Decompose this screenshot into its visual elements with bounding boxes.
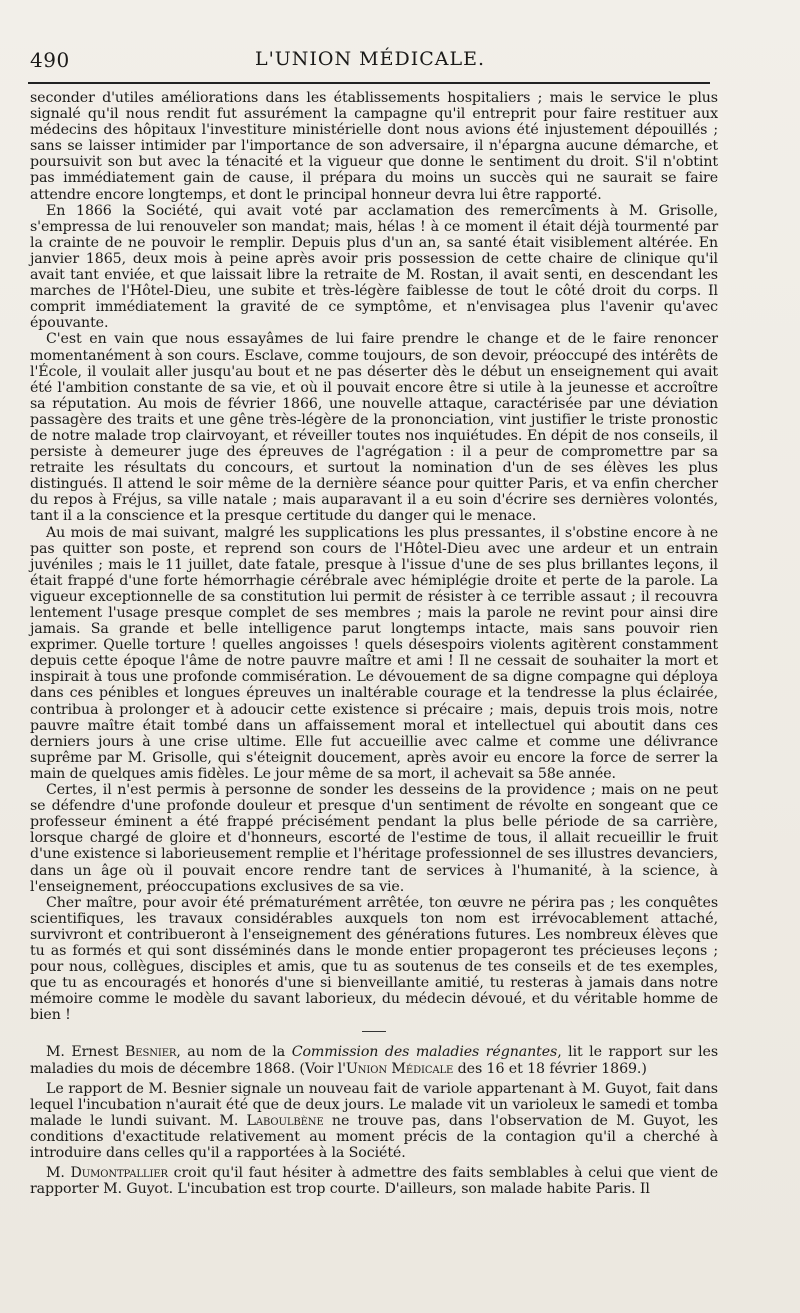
- report-paragraph: [30, 1044, 718, 1076]
- report-text: , au nom de la: [176, 1044, 292, 1061]
- page-number: 490: [30, 48, 70, 72]
- document-body: [30, 90, 718, 1197]
- author-name: Besnier: [124, 1044, 177, 1061]
- author-name: Laboulbène: [246, 1112, 324, 1129]
- report-paragraph: [30, 1165, 718, 1197]
- header-rule: [28, 82, 710, 84]
- journal-reference: Union Médicale: [345, 1060, 454, 1077]
- report-text: M. Ernest: [46, 1044, 125, 1061]
- report-text: , lit le rapport sur les maladies du mois de décembre 1868. (Voir l': [30, 1044, 719, 1077]
- journal-title: L'UNION MÉDICALE.: [254, 48, 486, 70]
- page-header: [30, 44, 710, 76]
- report-text: M.: [46, 1165, 71, 1182]
- report-paragraph: [30, 1081, 718, 1161]
- paragraph: En 1866 la Société, qui avait voté par acclamation des remercîments à M. Grisolle, s'empressa de lui renouveler son mandat; mais, hélas ! à ce moment il était déjà tourmenté par la crainte de ne pouvoir le remplir. Depuis plus d'un an, sa santé était visiblement altérée. En janvier 1865, deux mois à peine après avoir pris possession de cette chaire de clinique qu'il avait tant enviée, et que laissait libre la retraite de M. Rostan, il avait senti, en descendant les marches de l'Hôtel-Dieu, une subite et très-légère faiblesse de tout le côté droit du corps. Il comprit immédiatement la gravité de ce symptôme, et n'envisagea plus l'avenir qu'avec épouvante.: [30, 202, 718, 332]
- report-text: Le rapport de M. Besnier signale un nouveau fait de variole appartenant à M. Guyot, fait dans lequel l'incubation n'aurait été que de deux jours. Le malade vit un varioleux le samedi et tomba malade le lundi suivant. M.: [30, 1080, 718, 1129]
- commission-name: Commission des maladies régnantes: [291, 1044, 558, 1061]
- section-divider: [362, 1031, 386, 1032]
- paragraph: Cher maître, pour avoir été prématurément arrêtée, ton œuvre ne périra pas ; les conquêtes scientifiques, les travaux considérables auxquels ton nom est irrévocablement attaché, survivront et contribueront à l'enseignement des générations futures. Les nombreux élèves que tu as formés et qui sont disséminés dans le monde entier propageront tes précieuses leçons ; pour nous, collègues, disciples et amis, que tu as soutenus de tes conseils et de tes exemples, que tu as encouragés et honorés d'une si bienveillante amitié, tu resteras à jamais dans notre mémoire comme le modèle du savant laborieux, du médecin dévoué, et du véritable homme de bien !: [30, 894, 718, 1024]
- paragraph: C'est en vain que nous essayâmes de lui faire prendre le change et de le faire renoncer momentanément à son cours. Esclave, comme toujours, de son devoir, préoccupé des intérêts de l'École, il voulait aller jusqu'au bout et ne pas déserter dès le début un enseignement qui avait été l'ambition constante de sa vie, et où il pouvait encore être si utile à la jeunesse et accroître sa réputation. Au mois de février 1866, une nouvelle attaque, caractérisée par une déviation passagère des traits et une gêne très-légère de la prononciation, vint justifier le triste pronostic de notre malade trop clairvoyant, et réveiller toutes nos inquiétudes. En dépit de nos conseils, il persiste à demeurer juge des épreuves de l'agrégation : il a peur de compromettre par sa retraite les résultats du concours, et surtout la nomination d'un de ses élèves les plus distingués. Il attend le soir même de la dernière séance pour quitter Paris, et va enfin chercher du repos à Fréjus, sa ville natale ; mais auparavant il a eu soin d'écrire ses dernières volontés, tant il a la conscience et la presque certitude du danger qui le menace.: [30, 331, 718, 525]
- report-text: ne trouve pas, dans l'observation de M. Guyot, les conditions d'exactitude relativement au moment précis de la contagion qu'il a cherché à introduire dans celles qu'il a rapportées à la Société.: [30, 1112, 718, 1161]
- report-text: des 16 et 18 février 1869.): [453, 1060, 647, 1077]
- paragraph: Certes, il n'est permis à personne de sonder les desseins de la providence ; mais on ne peut se défendre d'une profonde douleur et presque d'un sentiment de révolte en songeant que ce professeur éminent a été frappé précisément pendant la plus belle période de sa carrière, lorsque chargé de gloire et d'honneurs, escorté de l'estime de tous, il allait recueillir le fruit d'une existence si laborieusement remplie et l'héritage professionnel de ses illustres devanciers, dans un âge où il pouvait encore rendre tant de services à l'humanité, à la science, à l'enseignement, préoccupations exclusives de sa vie.: [30, 782, 718, 895]
- paragraph: Au mois de mai suivant, malgré les supplications les plus pressantes, il s'obstine encore à ne pas quitter son poste, et reprend son cours de l'Hôtel-Dieu avec une ardeur et un entrain juvéniles ; mais le 11 juillet, date fatale, presque à l'issue d'une de ses plus brillantes leçons, il était frappé d'une forte hémorrhagie cérébrale avec hémiplégie droite et perte de la parole. La vigueur exceptionnelle de sa constitution lui permit de résister à ce terrible assaut ; il recouvra lentement l'usage presque complet de ses membres ; mais la parole ne revint pour ainsi dire jamais. Sa grande et belle intelligence parut longtemps intacte, mais sans pouvoir rien exprimer. Quelle torture ! quelles angoisses ! quels désespoirs violents agitèrent constamment depuis cette époque l'âme de notre pauvre maître et ami ! Il ne cessait de souhaiter la mort et inspirait à tous une profonde commisération. Le dévouement de sa digne compagne qui déploya dans ces pénibles et longues épreuves un inaltérable courage et la tendresse la plus éclairée, contribua à prolonger et à adoucir cette existence si précaire ; mais, depuis trois mois, notre pauvre maître était tombé dans un affaissement moral et intellectuel qui aboutit dans ces derniers jours à une crise ultime. Elle fut accueillie avec calme et comme une délivrance suprême par M. Grisolle, qui s'éteignit doucement, après avoir eu encore la force de serrer la main de quelques amis fidèles. Le jour même de sa mort, il achevait sa 58e année.: [30, 524, 718, 782]
- report-text: croit qu'il faut hésiter à admettre des faits semblables à celui que vient de rapporter M. Guyot. L'incubation est trop courte. D'ailleurs, son malade habite Paris. Il: [30, 1165, 719, 1198]
- author-name: Dumontpallier: [70, 1165, 168, 1182]
- paragraph: seconder d'utiles améliorations dans les établissements hospitaliers ; mais le service le plus signalé qu'il nous rendit fut assurément la campagne qu'il entreprit pour faire restituer aux médecins des hôpitaux l'investiture ministérielle dont nous avions été injustement dépouillés ; sans se laisser intimider par l'importance de son adversaire, il n'épargna aucune démarche, et poursuivit son but avec la ténacité et la vigueur que donne le sentiment du droit. S'il n'obtint pas immédiatement gain de cause, il prépara du moins un succès qui ne saurait se faire attendre encore longtemps, et dont le principal honneur devra lui être rapporté.: [30, 90, 718, 203]
